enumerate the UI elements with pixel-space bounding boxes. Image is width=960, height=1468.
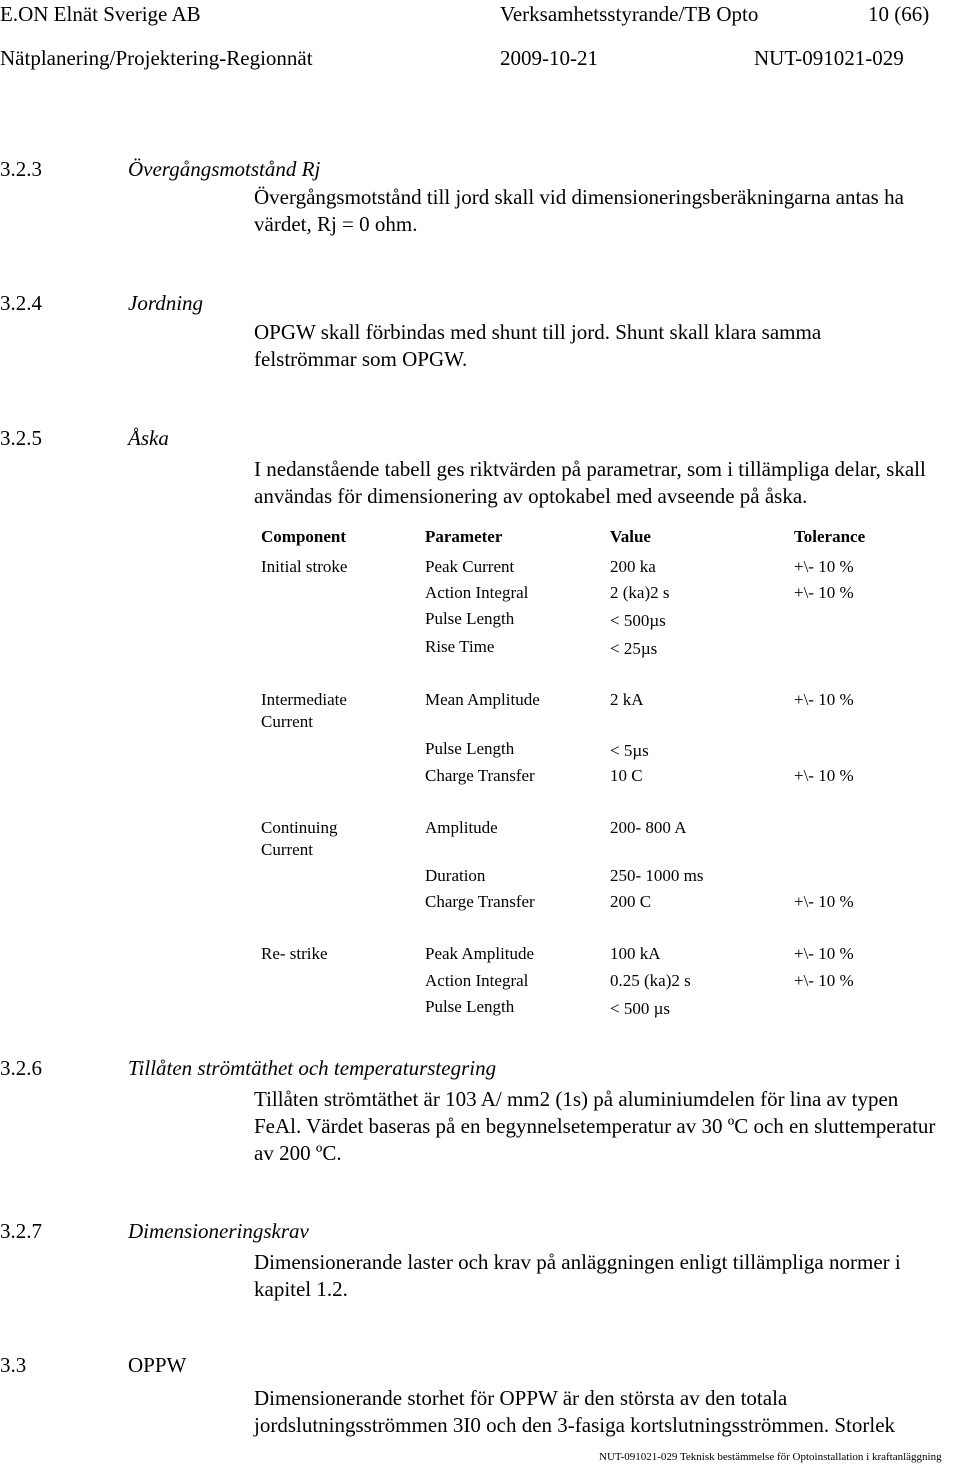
header-doc-id: NUT-091021-029 <box>754 46 904 70</box>
section-number: 3.2.5 <box>0 426 42 450</box>
section-title: Tillåten strömtäthet och temperaturstegring <box>128 1056 497 1080</box>
column-header-value: Value <box>610 527 651 546</box>
table-parameter: Charge Transfer <box>425 766 535 785</box>
table-value: 200 ka <box>610 557 656 576</box>
table-tolerance: +\- 10 % <box>794 690 854 709</box>
section-body: Dimensionerande laster och krav på anläggningen enligt tillämpliga normer i kapitel 1.2. <box>254 1250 901 1301</box>
table-parameter: Pulse Length <box>425 997 515 1016</box>
table-value: 2 kA <box>610 690 644 709</box>
table-value: 0.25 (ka)2 s <box>610 971 691 990</box>
table-tolerance: +\- 10 % <box>794 971 854 990</box>
header-date: 2009-10-21 <box>500 46 598 70</box>
table-value: < 25µs <box>610 639 658 658</box>
header-department: Verksamhetsstyrande/TB Opto <box>500 2 759 26</box>
table-value: 2 (ka)2 s <box>610 583 670 602</box>
section-body: Dimensionerande storhet för OPPW är den största av den totala jordslutningsströmmen 3I0 och den 3-fasiga kortslutningsströmmen. Storlek <box>254 1386 896 1437</box>
section-title: Jordning <box>128 291 204 315</box>
table-component: Continuing <box>261 818 338 837</box>
table-value: 200 C <box>610 892 652 911</box>
section-number: 3.2.3 <box>0 157 42 181</box>
table-parameter: Action Integral <box>425 583 529 602</box>
table-parameter: Duration <box>425 866 486 885</box>
table-tolerance: +\- 10 % <box>794 766 854 785</box>
table-component: Intermediate <box>261 690 347 709</box>
table-tolerance: +\- 10 % <box>794 583 854 602</box>
section-number: 3.2.7 <box>0 1219 42 1243</box>
section-body: Övergångsmotstånd till jord skall vid dimensioneringsberäkningarna antas ha värdet, Rj = 0 ohm. <box>254 185 904 236</box>
table-parameter: Mean Amplitude <box>425 690 540 709</box>
section-title: Åska <box>128 426 169 450</box>
section-number: 3.2.4 <box>0 291 42 315</box>
column-header-parameter: Parameter <box>425 527 503 546</box>
section-number: 3.2.6 <box>0 1056 42 1080</box>
table-component: Current <box>261 840 313 859</box>
column-header-tolerance: Tolerance <box>794 527 866 546</box>
table-parameter: Charge Transfer <box>425 892 535 911</box>
table-parameter: Action Integral <box>425 971 529 990</box>
table-value: 100 kA <box>610 944 661 963</box>
header-company: E.ON Elnät Sverige AB <box>0 2 201 26</box>
header-unit: Nätplanering/Projektering-Regionnät <box>0 46 313 70</box>
table-parameter: Peak Amplitude <box>425 944 535 963</box>
table-tolerance: +\- 10 % <box>794 892 854 911</box>
table-value: < 500µs <box>610 611 666 630</box>
section-title: Övergångsmotstånd Rj <box>128 157 321 181</box>
section-body: Tillåten strömtäthet är 103 A/ mm2 (1s) på aluminiumdelen för lina av typen FeAl. Värdet baseras på en begynnelsetemperatur av 30 ºC och en sluttemperatur av 200 ºC. <box>254 1087 936 1165</box>
table-component: Initial stroke <box>261 557 348 576</box>
table-value: 10 C <box>610 766 643 785</box>
table-parameter: Pulse Length <box>425 739 515 758</box>
section-title: OPPW <box>128 1353 187 1377</box>
column-header-component: Component <box>261 527 347 546</box>
table-value: < 500 µs <box>610 999 670 1018</box>
table-component: Re- strike <box>261 944 328 963</box>
table-parameter: Peak Current <box>425 557 515 576</box>
table-parameter: Rise Time <box>425 637 495 656</box>
header-page: 10 (66) <box>868 2 930 26</box>
table-value: 200- 800 A <box>610 818 687 837</box>
table-parameter: Pulse Length <box>425 609 515 628</box>
table-tolerance: +\- 10 % <box>794 944 854 963</box>
section-title: Dimensioneringskrav <box>128 1219 309 1243</box>
section-body: I nedanstående tabell ges riktvärden på parametrar, som i tillämpliga delar, skall användas för dimensionering av optokabel med avseende på åska. <box>254 457 926 508</box>
table-component: Current <box>261 712 313 731</box>
table-tolerance: +\- 10 % <box>794 557 854 576</box>
table-value: 250- 1000 ms <box>610 866 704 885</box>
table-parameter: Amplitude <box>425 818 498 837</box>
footer-text: NUT-091021-029 Teknisk bestämmelse för Optoinstallation i kraftanläggning <box>599 1451 942 1463</box>
section-number: 3.3 <box>0 1353 27 1377</box>
section-body: OPGW skall förbindas med shunt till jord. Shunt skall klara samma felströmmar som OPGW. <box>254 320 822 371</box>
table-value: < 5µs <box>610 741 649 760</box>
